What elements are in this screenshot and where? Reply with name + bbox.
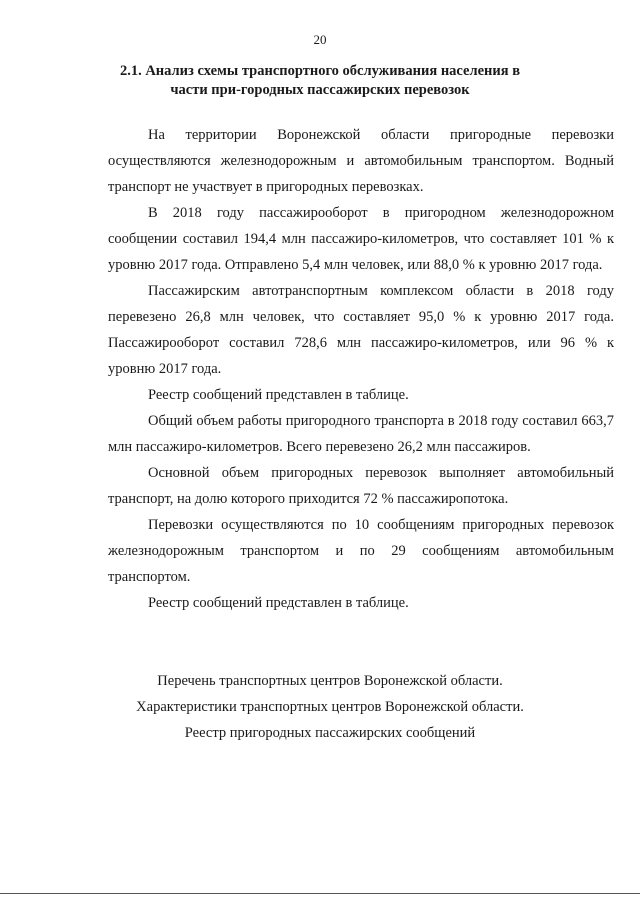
bottom-rule	[0, 893, 640, 894]
section-heading: 2.1. Анализ схемы транспортного обслуживания населения в части при-городных пассажирских перевозок	[119, 63, 521, 98]
paragraph: На территории Воронежской области пригородные перевозки осуществляются железнодорожным и автомобильным транспортом. Водный транспорт не участвует в пригородных перевозках.	[108, 127, 614, 195]
paragraph: Основной объем пригородных перевозок выполняет автомобильный транспорт, на долю которого приходится 72 % пассажиропотока.	[108, 465, 614, 507]
paragraph: В 2018 году пассажирооборот в пригородном железнодорожном сообщении составил 194,4 млн пассажиро-километров, что составляет 101 % к уровню 2017 года. Отправлено 5,4 млн человек, или 88,0 % к уровню 2017 года.	[108, 205, 614, 273]
paragraph: Реестр сообщений представлен в таблице.	[148, 387, 409, 403]
caption-line: Перечень транспортных центров Воронежской области.	[157, 673, 503, 689]
page-number: 20	[313, 32, 327, 47]
paragraph: Общий объем работы пригородного транспорта в 2018 году составил 663,7 млн пассажиро-километров. Всего перевезено 26,2 млн пассажиров.	[108, 413, 614, 455]
caption-line: Реестр пригородных пассажирских сообщений	[184, 725, 476, 741]
caption-line: Характеристики транспортных центров Воронежской области.	[136, 699, 524, 715]
body-text	[108, 122, 614, 616]
paragraph: Пассажирским автотранспортным комплексом области в 2018 году перевезено 26,8 млн человек, что составляет 95,0 % к уровню 2017 года. Пассажирооборот составил 728,6 млн пассажиро-километров, или 96 % к уровню 2017 года.	[108, 283, 614, 377]
table-captions	[100, 668, 560, 746]
paragraph: Реестр сообщений представлен в таблице.	[148, 595, 409, 611]
paragraph: Перевозки осуществляются по 10 сообщениям пригородных перевозок железнодорожным транспортом и по 29 сообщениям автомобильным транспортом.	[108, 517, 614, 585]
